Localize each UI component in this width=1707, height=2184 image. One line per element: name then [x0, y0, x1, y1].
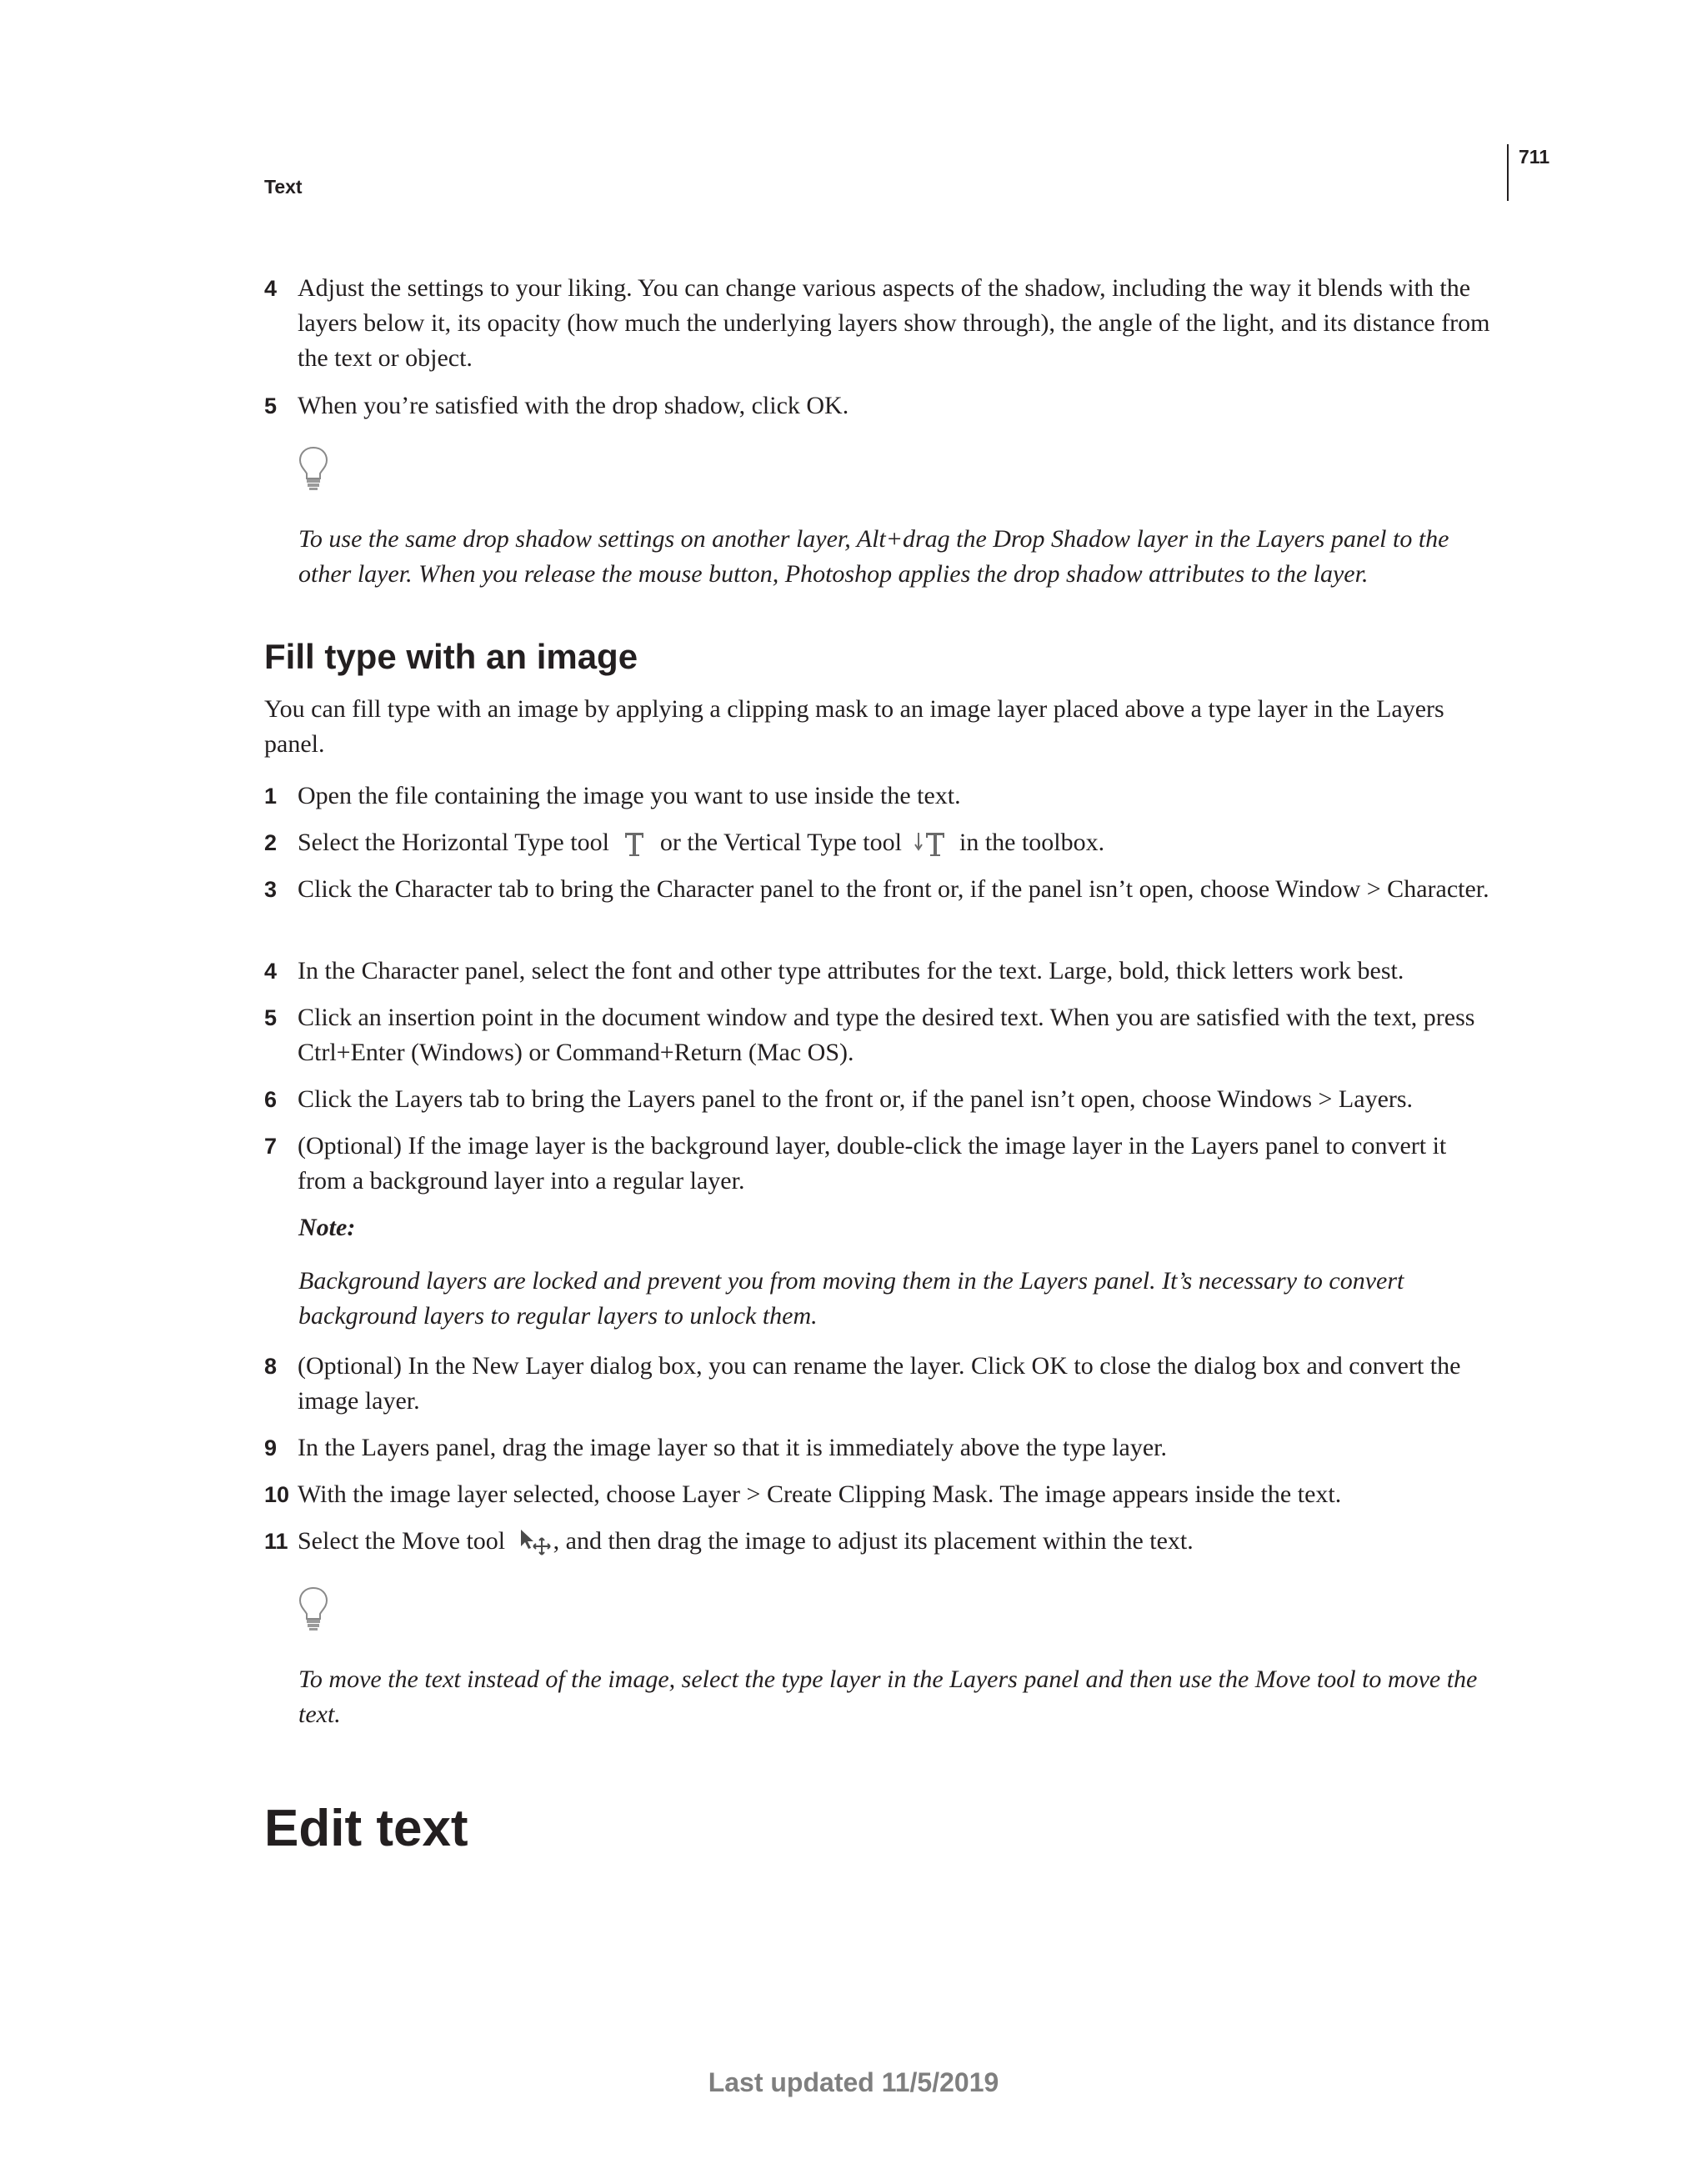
chapter-heading: Edit text [264, 1800, 468, 1857]
list-item [264, 1430, 1498, 1465]
list-item [264, 779, 1498, 814]
step-text-before: Select the Horizontal Type tool [298, 829, 609, 856]
step-text [298, 1524, 1498, 1559]
note-text: Background layers are locked and prevent you from moving them in the Layers panel. It’s necessary to convert background layers to regular layers to unlock them. [298, 1267, 1404, 1330]
step-text-after: , and then drag the image to adjust its placement within the text. [553, 1527, 1194, 1555]
list-item [264, 271, 1498, 376]
step-text: (Optional) If the image layer is the background layer, double-click the image layer in the Layers panel to convert it from a background layer into a regular layer. [298, 1132, 1447, 1195]
step-text: (Optional) In the New Layer dialog box, you can rename the layer. Click OK to close the dialog box and convert the image layer. [298, 1352, 1461, 1415]
section-intro: You can fill type with an image by applying a clipping mask to an image layer placed above a type layer in the Layers panel. [264, 695, 1444, 758]
step-number: 7 [264, 1134, 278, 1159]
step-text: Open the file containing the image you want to use inside the text. [298, 782, 961, 809]
step-text: Click an insertion point in the document window and type the desired text. When you are satisfied with the text, press Ctrl+Enter (Windows) or Command+Return (Mac OS). [298, 1004, 1475, 1066]
lightbulb-icon [297, 1585, 330, 1632]
page-number: 711 [1519, 146, 1550, 168]
step-number: 1 [264, 784, 278, 809]
step-number: 2 [264, 830, 278, 855]
step-text: In the Layers panel, drag the image layer so that it is immediately above the type layer. [298, 1434, 1167, 1461]
step-number: 4 [264, 959, 278, 984]
step-text: When you’re satisfied with the drop shadow, click OK. [298, 392, 849, 419]
footer-last-updated: Last updated 11/5/2019 [708, 2067, 999, 2097]
running-head: Text [264, 176, 303, 198]
step-text [298, 825, 1498, 860]
step-number: 8 [264, 1354, 278, 1379]
step-number: 11 [264, 1529, 288, 1554]
list-item [264, 1349, 1498, 1419]
list-item [264, 825, 1498, 860]
vertical-type-tool-icon [914, 829, 946, 859]
horizontal-type-tool-icon [622, 829, 647, 859]
section-heading: Fill type with an image [264, 637, 638, 676]
lightbulb-icon [297, 445, 330, 492]
move-tool-icon [518, 1528, 552, 1558]
step-number: 6 [264, 1087, 278, 1112]
step-number: 3 [264, 877, 278, 902]
step-number: 5 [264, 1005, 278, 1030]
step-text-after: in the toolbox. [959, 829, 1105, 856]
step-text: With the image layer selected, choose Layer > Create Clipping Mask. The image appears inside the text. [298, 1480, 1342, 1508]
list-item [264, 872, 1498, 907]
list-item [264, 1524, 1498, 1559]
note-label: Note: [298, 1214, 356, 1241]
step-number: 5 [264, 393, 278, 418]
step-number: 9 [264, 1435, 278, 1460]
tip-text: To use the same drop shadow settings on another layer, Alt+drag the Drop Shadow layer in the Layers panel to the other layer. When you release the mouse button, Photoshop applies the drop shadow attributes to the layer. [298, 525, 1449, 588]
step-number: 4 [264, 276, 278, 301]
step-text-before: Select the Move tool [298, 1527, 506, 1555]
list-item [264, 1477, 1498, 1512]
step-text-middle: or the Vertical Type tool [659, 829, 902, 856]
step-text: Adjust the settings to your liking. You can change various aspects of the shadow, including the way it blends with the layers below it, its opacity (how much the underlying layers show through), the angle of the light, and its distance from the text or object. [298, 274, 1490, 372]
list-item [264, 1000, 1498, 1070]
header-rule [1507, 144, 1509, 201]
list-item [264, 954, 1498, 989]
list-item [264, 1082, 1498, 1117]
step-text: Click the Layers tab to bring the Layers panel to the front or, if the panel isn’t open, choose Windows > Layers. [298, 1085, 1414, 1113]
list-item [264, 1129, 1498, 1199]
step-text: In the Character panel, select the font and other type attributes for the text. Large, bold, thick letters work best. [298, 957, 1404, 984]
step-number: 10 [264, 1482, 290, 1507]
step-text: Click the Character tab to bring the Character panel to the front or, if the panel isn’t open, choose Window > Character. [298, 875, 1489, 903]
list-item [264, 388, 1498, 423]
tip-text: To move the text instead of the image, select the type layer in the Layers panel and then use the Move tool to move the text. [298, 1666, 1478, 1728]
